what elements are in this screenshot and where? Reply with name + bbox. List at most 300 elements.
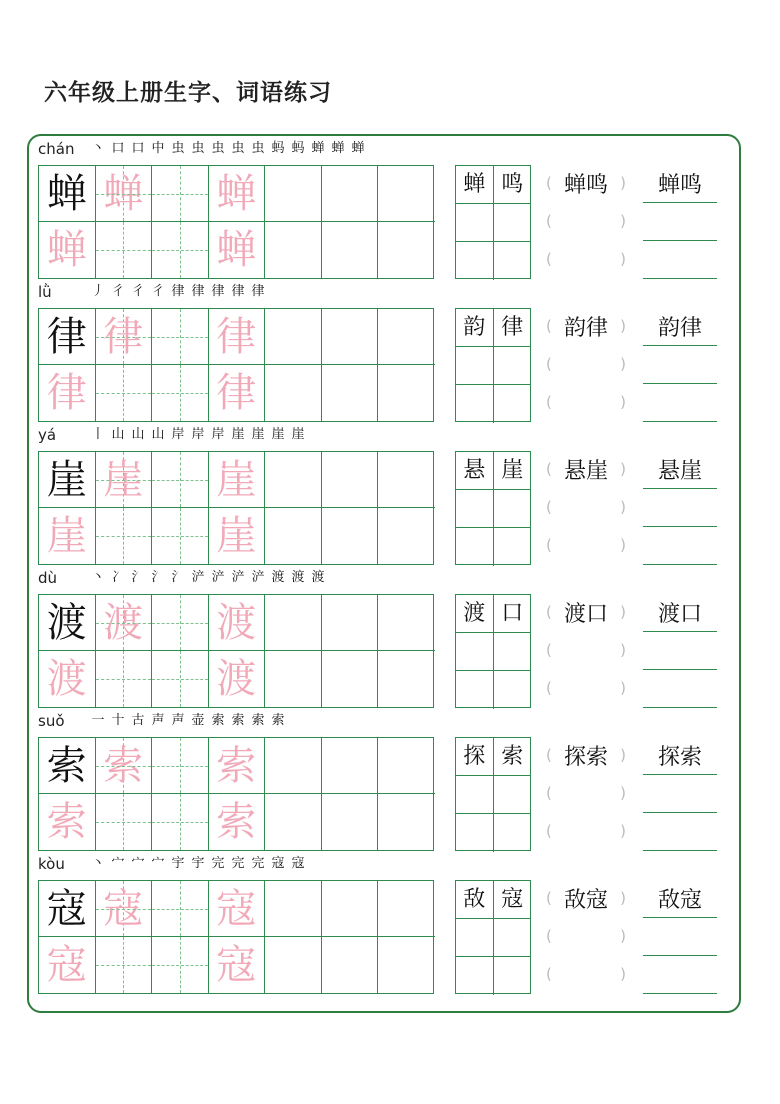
word-cell[interactable] [494,919,532,957]
practice-cell[interactable] [152,309,209,365]
underline-word: 悬崖 [657,459,702,484]
practice-cell[interactable] [265,651,322,707]
stroke-step: 虫 [251,141,265,156]
tianzige-grid [38,308,434,422]
word-cell[interactable] [494,595,532,633]
underline-slot[interactable] [643,527,717,565]
stroke-step: 氵 [151,570,165,585]
stroke-step: 律 [171,284,185,299]
right-paren: ) [620,746,626,764]
word-cell[interactable] [456,919,494,957]
paren-slot[interactable] [546,308,626,346]
word-cell[interactable] [456,309,494,347]
word-cell[interactable] [494,204,532,242]
practice-cell[interactable] [96,508,153,564]
right-paren: ) [620,212,626,230]
practice-cell[interactable] [378,365,435,421]
practice-cell[interactable] [378,595,435,651]
word-cell[interactable] [494,738,532,776]
practice-cell[interactable] [322,651,379,707]
pinyin-label: chán [38,140,75,158]
practice-cell[interactable] [39,166,96,222]
practice-cell[interactable] [209,508,266,564]
paren-slot[interactable] [546,384,626,422]
practice-cell[interactable] [152,452,209,508]
stroke-step: 索 [271,713,285,728]
underline-slot[interactable] [643,346,717,384]
left-paren: ( [546,746,552,764]
stroke-step: 岸 [171,427,185,442]
practice-cell[interactable] [39,222,96,278]
stroke-step: 宇 [191,856,205,871]
stroke-step: 岸 [211,427,225,442]
practice-cell[interactable] [209,452,266,508]
paren-slot[interactable] [546,737,626,775]
trace-character: 渡 [103,600,144,646]
stroke-step: 蚂 [291,141,305,156]
stroke-step: 完 [231,856,245,871]
underline-word: 蝉鸣 [657,173,702,198]
trace-character: 崖 [216,457,257,503]
practice-cell[interactable] [39,595,96,651]
word-character: 口 [501,601,524,626]
practice-cell[interactable] [378,794,435,850]
word-cell[interactable] [456,166,494,204]
underline-slot[interactable] [643,451,717,489]
underline-slot[interactable] [643,737,717,775]
word-cell[interactable] [456,881,494,919]
right-paren: ) [620,641,626,659]
practice-cell[interactable] [322,309,379,365]
right-paren: ) [620,889,626,907]
stroke-step: 浐 [211,570,225,585]
practice-cell[interactable] [152,937,209,993]
practice-cell[interactable] [322,595,379,651]
model-character: 索 [46,743,87,789]
practice-cell[interactable] [39,452,96,508]
word-cell[interactable] [456,633,494,671]
stroke-order [88,139,368,161]
left-paren: ( [546,603,552,621]
stroke-step: 完 [211,856,225,871]
left-paren: ( [546,174,552,192]
left-paren: ( [546,889,552,907]
practice-cell[interactable] [96,222,153,278]
paren-slot[interactable] [546,956,626,994]
character-block [0,281,780,424]
practice-cell[interactable] [39,651,96,707]
underline-slot[interactable] [643,632,717,670]
practice-cell[interactable] [96,365,153,421]
practice-cell[interactable] [96,452,153,508]
paren-slot[interactable] [546,594,626,632]
paren-slot[interactable] [546,346,626,384]
paren-word: 悬崖 [563,459,608,484]
practice-cell[interactable] [378,937,435,993]
word-cell[interactable] [456,242,494,280]
stroke-step: 律 [211,284,225,299]
word-character: 鸣 [501,172,524,197]
practice-cell[interactable] [96,651,153,707]
trace-character: 寇 [103,886,144,932]
right-paren: ) [620,317,626,335]
word-character: 寇 [501,887,524,912]
stroke-step: 虫 [231,141,245,156]
practice-cell[interactable] [152,881,209,937]
practice-cell[interactable] [96,881,153,937]
practice-cell[interactable] [322,794,379,850]
practice-cell[interactable] [378,651,435,707]
practice-cell[interactable] [39,937,96,993]
trace-character: 寇 [46,942,87,988]
paren-slot[interactable] [546,880,626,918]
tianzige-grid [38,165,434,279]
right-paren: ) [620,355,626,373]
practice-cell[interactable] [39,365,96,421]
paren-slot[interactable] [546,241,626,279]
underline-slot[interactable] [643,308,717,346]
trace-character: 渡 [216,656,257,702]
word-cell[interactable] [456,957,494,995]
model-character: 寇 [46,886,87,932]
practice-cell[interactable] [265,309,322,365]
stroke-step: 宀 [111,856,125,871]
pinyin-label: dù [38,569,58,587]
stroke-step: 浐 [191,570,205,585]
stroke-step: 中 [151,141,165,156]
stroke-step: 律 [231,284,245,299]
word-cell[interactable] [494,528,532,566]
stroke-step: 彳 [111,284,125,299]
trace-character: 索 [216,799,257,845]
stroke-step: 丶 [91,856,105,871]
practice-cell[interactable] [96,738,153,794]
word-cell[interactable] [494,452,532,490]
stroke-step: 蝉 [351,141,365,156]
practice-cell[interactable] [209,365,266,421]
pinyin-label: suǒ [38,712,65,730]
left-paren: ( [546,460,552,478]
paren-slot[interactable] [546,165,626,203]
underline-slot[interactable] [643,489,717,527]
practice-cell[interactable] [265,595,322,651]
word-cell[interactable] [456,204,494,242]
trace-character: 蝉 [103,171,144,217]
stroke-step: 崖 [291,427,305,442]
paren-slot[interactable] [546,451,626,489]
character-block [0,424,780,567]
word-character: 蝉 [463,172,486,197]
stroke-step: 索 [211,713,225,728]
word-cell[interactable] [494,309,532,347]
paren-word: 渡口 [563,602,608,627]
tianzige-grid [38,594,434,708]
practice-cell[interactable] [322,222,379,278]
stroke-step: 山 [151,427,165,442]
practice-cell[interactable] [96,937,153,993]
practice-cell[interactable] [322,365,379,421]
practice-cell[interactable] [96,166,153,222]
paren-slot[interactable] [546,489,626,527]
stroke-step: 声 [171,713,185,728]
underline-slot[interactable] [643,594,717,632]
stroke-step: 蝉 [331,141,345,156]
practice-cell[interactable] [39,794,96,850]
practice-cell[interactable] [209,794,266,850]
underline-slot[interactable] [643,241,717,279]
word-grid [455,451,531,565]
practice-cell[interactable] [152,738,209,794]
word-cell[interactable] [494,881,532,919]
word-character: 悬 [463,458,486,483]
word-cell[interactable] [456,347,494,385]
trace-character: 寇 [216,886,257,932]
left-paren: ( [546,212,552,230]
word-cell[interactable] [494,957,532,995]
left-paren: ( [546,536,552,554]
stroke-step: 寇 [291,856,305,871]
stroke-order [88,568,328,590]
stroke-step: 山 [131,427,145,442]
character-block [0,138,780,281]
underline-word: 探索 [657,745,702,770]
underline-slot[interactable] [643,880,717,918]
practice-cell[interactable] [378,452,435,508]
underline-word: 韵律 [657,316,702,341]
practice-cell[interactable] [96,794,153,850]
stroke-step: 浐 [251,570,265,585]
pinyin-label: yá [38,426,57,444]
practice-cell[interactable] [209,881,266,937]
right-paren: ) [620,679,626,697]
right-paren: ) [620,498,626,516]
word-cell[interactable] [494,347,532,385]
practice-cell[interactable] [378,309,435,365]
left-paren: ( [546,250,552,268]
paren-word: 探索 [563,745,608,770]
underline-slot[interactable] [643,956,717,994]
paren-word: 敌寇 [563,888,608,913]
paren-slot[interactable] [546,527,626,565]
right-paren: ) [620,393,626,411]
stroke-step: 彳 [131,284,145,299]
trace-character: 律 [216,370,257,416]
word-character: 敌 [463,887,486,912]
left-paren: ( [546,355,552,373]
practice-cell[interactable] [322,881,379,937]
practice-cell[interactable] [265,508,322,564]
practice-cell[interactable] [152,222,209,278]
underline-slot[interactable] [643,670,717,708]
stroke-step: 壶 [191,713,205,728]
trace-character: 蝉 [216,171,257,217]
trace-character: 渡 [46,656,87,702]
word-grid [455,737,531,851]
stroke-step: 山 [111,427,125,442]
paren-word: 韵律 [563,316,608,341]
left-paren: ( [546,679,552,697]
word-cell[interactable] [494,633,532,671]
stroke-step: 虫 [211,141,225,156]
tianzige-grid [38,451,434,565]
practice-cell[interactable] [265,881,322,937]
trace-character: 索 [103,743,144,789]
practice-cell[interactable] [265,365,322,421]
practice-cell[interactable] [378,881,435,937]
practice-cell[interactable] [322,452,379,508]
practice-cell[interactable] [209,651,266,707]
right-paren: ) [620,536,626,554]
stroke-step: 冫 [111,570,125,585]
stroke-step: 崖 [271,427,285,442]
word-cell[interactable] [494,242,532,280]
word-cell[interactable] [494,385,532,423]
practice-cell[interactable] [96,309,153,365]
practice-cell[interactable] [265,452,322,508]
stroke-step: 渡 [271,570,285,585]
left-paren: ( [546,393,552,411]
practice-cell[interactable] [152,595,209,651]
stroke-step: 丿 [91,284,105,299]
stroke-step: 虫 [171,141,185,156]
right-paren: ) [620,603,626,621]
stroke-step: 声 [151,713,165,728]
practice-cell[interactable] [378,222,435,278]
underline-slot[interactable] [643,775,717,813]
pinyin-label: lǜ [38,283,52,301]
underline-word: 渡口 [657,602,702,627]
word-cell[interactable] [494,490,532,528]
practice-cell[interactable] [152,794,209,850]
practice-cell[interactable] [378,166,435,222]
model-character: 蝉 [46,171,87,217]
word-grid [455,594,531,708]
practice-cell[interactable] [265,166,322,222]
practice-cell[interactable] [152,365,209,421]
trace-character: 索 [46,799,87,845]
stroke-step: 十 [111,713,125,728]
practice-cell[interactable] [209,166,266,222]
stroke-step: 古 [131,713,145,728]
practice-cell[interactable] [209,738,266,794]
practice-cell[interactable] [39,309,96,365]
left-paren: ( [546,317,552,335]
stroke-step: 口 [111,141,125,156]
word-character: 索 [501,744,524,769]
paren-slot[interactable] [546,670,626,708]
trace-character: 寇 [216,942,257,988]
stroke-step: 蝉 [311,141,325,156]
practice-cell[interactable] [265,222,322,278]
word-cell[interactable] [456,452,494,490]
stroke-step: 渡 [311,570,325,585]
model-character: 崖 [46,457,87,503]
right-paren: ) [620,927,626,945]
practice-cell[interactable] [209,222,266,278]
stroke-step: 律 [251,284,265,299]
practice-cell[interactable] [265,937,322,993]
practice-cell[interactable] [39,881,96,937]
underline-slot[interactable] [643,203,717,241]
practice-cell[interactable] [265,738,322,794]
stroke-step: 宀 [151,856,165,871]
word-grid [455,880,531,994]
trace-character: 律 [216,314,257,360]
practice-cell[interactable] [265,794,322,850]
stroke-step: 索 [231,713,245,728]
word-cell[interactable] [456,385,494,423]
practice-cell[interactable] [378,738,435,794]
practice-cell[interactable] [378,508,435,564]
stroke-order [88,282,268,304]
word-cell[interactable] [456,528,494,566]
word-cell[interactable] [494,166,532,204]
practice-cell[interactable] [322,738,379,794]
practice-cell[interactable] [322,508,379,564]
word-character: 渡 [463,601,486,626]
word-cell[interactable] [456,814,494,852]
stroke-step: 氵 [171,570,185,585]
paren-slot[interactable] [546,203,626,241]
word-cell[interactable] [494,671,532,709]
model-character: 律 [46,314,87,360]
practice-cell[interactable] [152,508,209,564]
practice-cell[interactable] [322,937,379,993]
word-character: 律 [501,315,524,340]
right-paren: ) [620,784,626,802]
practice-cell[interactable] [209,595,266,651]
practice-cell[interactable] [209,309,266,365]
character-block [0,710,780,853]
word-cell[interactable] [456,738,494,776]
trace-character: 索 [216,743,257,789]
underline-slot[interactable] [643,384,717,422]
left-paren: ( [546,965,552,983]
practice-cell[interactable] [152,651,209,707]
underline-slot[interactable] [643,165,717,203]
paren-slot[interactable] [546,632,626,670]
paren-slot[interactable] [546,918,626,956]
stroke-step: 氵 [131,570,145,585]
practice-cell[interactable] [39,738,96,794]
pinyin-label: kòu [38,855,65,873]
paren-slot[interactable] [546,775,626,813]
stroke-step: 完 [251,856,265,871]
stroke-order [88,854,308,876]
word-cell[interactable] [456,595,494,633]
word-cell[interactable] [456,776,494,814]
trace-character: 蝉 [216,227,257,273]
paren-slot[interactable] [546,813,626,851]
underline-slot[interactable] [643,813,717,851]
underline-slot[interactable] [643,918,717,956]
practice-cell[interactable] [96,595,153,651]
word-cell[interactable] [456,490,494,528]
practice-cell[interactable] [209,937,266,993]
word-cell[interactable] [456,671,494,709]
left-paren: ( [546,927,552,945]
word-cell[interactable] [494,814,532,852]
stroke-step: 索 [251,713,265,728]
word-cell[interactable] [494,776,532,814]
practice-cell[interactable] [39,508,96,564]
stroke-step: 渡 [291,570,305,585]
practice-cell[interactable] [152,166,209,222]
stroke-order [88,711,288,733]
word-grid [455,165,531,279]
practice-cell[interactable] [322,166,379,222]
underline-word: 敌寇 [657,888,702,913]
